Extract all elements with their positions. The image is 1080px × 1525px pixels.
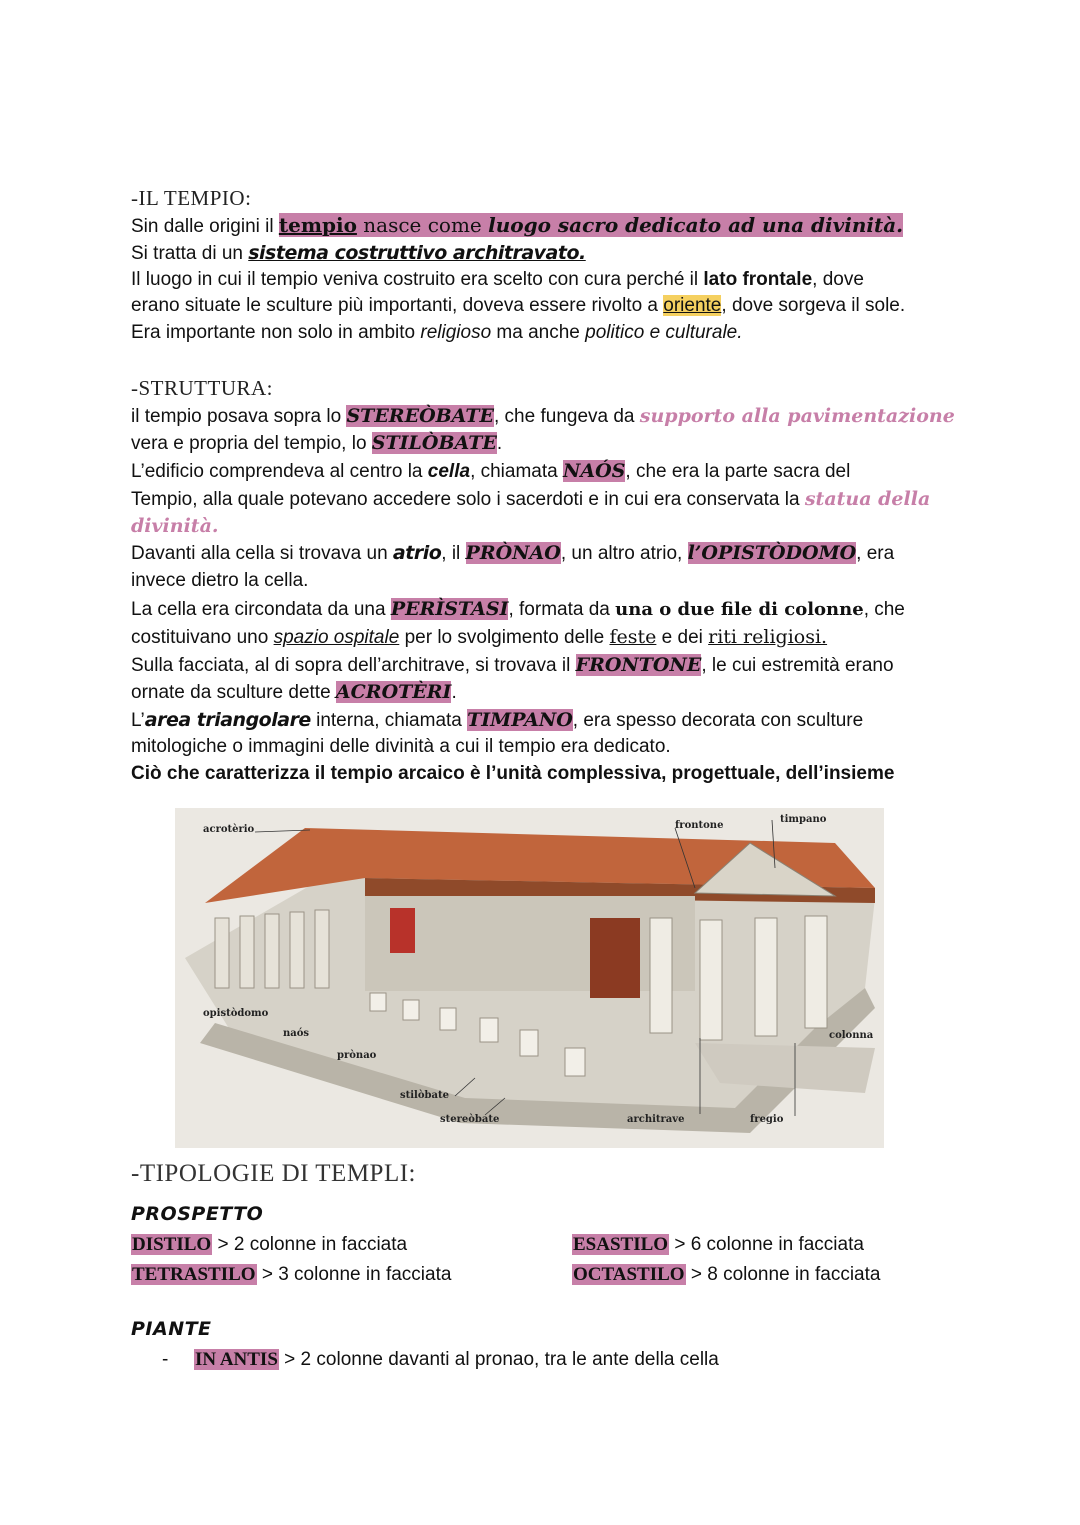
struttura-line-3	[131, 458, 850, 485]
term-peristasi: PERÌSTASI	[390, 598, 509, 620]
text: L’	[131, 710, 145, 731]
text: L’edificio comprendeva al centro la	[131, 461, 428, 482]
struttura-line-13	[131, 734, 671, 760]
label-pronao: prònao	[337, 1050, 377, 1061]
text: vera e propria del tempio, lo	[131, 433, 372, 454]
term-tetrastilo: TETRASTILO	[132, 1264, 256, 1285]
underlined-text: spazio ospitale	[273, 627, 400, 648]
list-bullet: -	[162, 1349, 169, 1370]
term-distilo: DISTILO	[132, 1234, 212, 1255]
text: per lo svolgimento delle	[399, 627, 610, 648]
underlined-text: riti religiosi.	[708, 626, 828, 648]
label-colonna: colonna	[829, 1030, 874, 1041]
term-naos: NAÓS	[563, 460, 626, 482]
text: , che era la parte sacra del	[625, 461, 851, 482]
text: Davanti alla cella si trovava un	[131, 543, 393, 564]
emphasis-text: statua della	[804, 488, 931, 510]
italic-text: religioso	[420, 322, 492, 343]
struttura-line-8	[131, 596, 905, 623]
term-timpano: TIMPANO	[467, 709, 573, 731]
italic-text: politico e culturale.	[585, 322, 743, 343]
emphasis-text: supporto alla pavimentazione	[639, 405, 955, 427]
label-fregio: fregio	[750, 1114, 784, 1125]
section-title-tempio: -IL TEMPIO:	[131, 186, 252, 210]
text: , un altro atrio,	[560, 543, 688, 564]
term-stereobate: STEREÒBATE	[346, 405, 494, 427]
text: il tempio posava sopra lo	[131, 406, 347, 427]
type-octastilo	[572, 1262, 880, 1288]
tempio-line-4	[131, 293, 905, 319]
highlight-tempio: tempio	[278, 213, 357, 237]
text: erano situate le sculture più importanti, doveva essere rivolto a	[131, 295, 664, 316]
label-stereobate: stereòbate	[440, 1114, 500, 1125]
highlight-oriente: oriente	[663, 295, 722, 316]
text: , che fungeva da	[494, 406, 640, 427]
text: , dove sorgeva il sole.	[721, 295, 906, 316]
text: costituivano uno	[131, 627, 274, 648]
text: interna, chiamata	[310, 710, 468, 731]
text: > 8 colonne in facciata	[685, 1264, 881, 1285]
text: , le cui estremità erano	[701, 655, 894, 676]
emphasis-text: divinità.	[131, 515, 219, 537]
label-naos: naós	[283, 1028, 310, 1039]
temple-drawing	[175, 808, 884, 1148]
tempio-line-2	[131, 240, 586, 267]
text: , era	[856, 543, 895, 564]
text: > 2 colonne davanti al pronao, tra le ante della cella	[278, 1349, 719, 1370]
type-distilo	[131, 1232, 407, 1258]
text: Era importante non solo in ambito	[131, 322, 421, 343]
emphasis-atrio: atrio	[392, 542, 442, 564]
text: .	[451, 682, 457, 703]
struttura-line-5	[131, 513, 219, 540]
text: , il	[441, 543, 466, 564]
emphasis-sistema: sistema costruttivo architravato.	[248, 242, 586, 264]
text: > 3 colonne in facciata	[256, 1264, 452, 1285]
label-frontone: frontone	[675, 820, 724, 831]
type-in-antis	[162, 1347, 719, 1373]
term-stilobate: STILÒBATE	[371, 432, 497, 454]
cella-door	[590, 918, 640, 998]
text: La cella era circondata da una	[131, 599, 391, 620]
term-acroteri: ACROTÈRI	[335, 681, 452, 703]
text: invece dietro la cella.	[131, 570, 309, 591]
text: Tempio, alla quale potevano accedere solo i sacerdoti e in cui era conservata la	[131, 489, 805, 510]
struttura-line-1	[131, 403, 955, 430]
label-acroterio: acrotèrio	[203, 824, 255, 835]
text: Ciò che caratterizza il tempio arcaico è l’unità complessiva, progettuale, dell’insieme	[131, 763, 895, 784]
underlined-text: feste	[609, 626, 657, 648]
tempio-line-3	[131, 267, 864, 293]
struttura-line-9	[131, 624, 827, 651]
highlight-text: nasce come	[356, 213, 489, 237]
text: Sulla facciata, al di sopra dell’architrave, si trovava il	[131, 655, 576, 676]
text: ornate da sculture dette	[131, 682, 336, 703]
section-title-struttura: -STRUTTURA:	[131, 376, 273, 400]
label-opistodomo: opistòdomo	[203, 1008, 269, 1019]
tempio-line-5	[131, 320, 743, 346]
struttura-line-2	[131, 430, 502, 457]
text: ma anche	[491, 322, 586, 343]
bold-italic-cella: cella	[427, 461, 471, 482]
text: Sin dalle origini il	[131, 216, 279, 237]
struttura-line-10	[131, 652, 894, 679]
type-tetrastilo	[131, 1262, 451, 1288]
bold-colonne: una o due file di colonne	[615, 599, 864, 620]
struttura-line-4	[131, 486, 930, 513]
term-opistodomo: l’OPISTÒDOMO	[687, 542, 857, 564]
text: > 2 colonne in facciata	[212, 1234, 408, 1255]
text: Si tratta di un	[131, 243, 249, 264]
label-stilobate: stilòbate	[400, 1090, 449, 1101]
struttura-line-7	[131, 568, 308, 594]
label-architrave: architrave	[627, 1114, 685, 1125]
struttura-line-11	[131, 679, 457, 706]
term-frontone: FRONTONE	[575, 654, 702, 676]
text: , che	[863, 599, 905, 620]
text: , formata da	[508, 599, 616, 620]
temple-illustration	[175, 808, 884, 1148]
struttura-line-12	[131, 707, 863, 734]
emphasis-area: area triangolare	[144, 709, 311, 731]
subheading-prospetto: PROSPETTO	[131, 1203, 264, 1225]
text: , chiamata	[470, 461, 563, 482]
text: Il luogo in cui il tempio veniva costruito era scelto con cura perché il	[131, 269, 704, 290]
text: , era spesso decorata con sculture	[572, 710, 864, 731]
subheading-piante: PIANTE	[131, 1318, 212, 1340]
highlight-definition: luogo sacro dedicato ad una divinità.	[488, 213, 904, 237]
term-esastilo: ESASTILO	[573, 1234, 669, 1255]
term-octastilo: OCTASTILO	[573, 1264, 685, 1285]
label-timpano: timpano	[780, 814, 827, 825]
struttura-line-14	[131, 761, 894, 787]
term-pronao: PRÒNAO	[465, 542, 561, 564]
term-in-antis: IN ANTIS	[195, 1349, 278, 1370]
text: mitologiche o immagini delle divinità a cui il tempio era dedicato.	[131, 736, 671, 757]
bold-lato-frontale: lato frontale	[703, 269, 813, 290]
text: > 6 colonne in facciata	[669, 1234, 864, 1255]
section-title-tipologie: -TIPOLOGIE DI TEMPLI:	[131, 1160, 416, 1187]
struttura-line-6	[131, 540, 894, 567]
type-esastilo	[572, 1232, 864, 1258]
text: .	[496, 433, 503, 454]
text: , dove	[812, 269, 864, 290]
tempio-line-1	[131, 212, 903, 240]
statue-shape	[390, 908, 415, 953]
text: e dei	[656, 627, 709, 648]
